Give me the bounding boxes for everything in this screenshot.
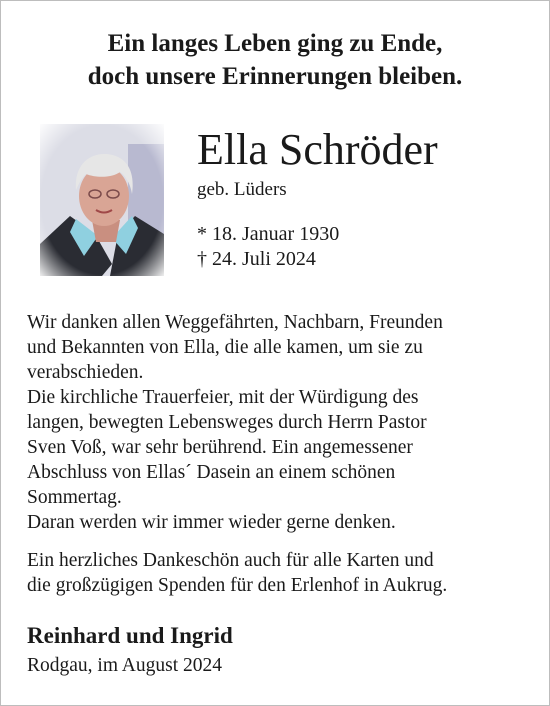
text-line: Daran werden wir immer wieder gerne denken. <box>27 512 396 533</box>
text-line: Die kirchliche Trauerfeier, mit der Würdigung des <box>27 387 419 408</box>
text-line: die großzügigen Spenden für den Erlenhof in Aukrug. <box>27 575 448 596</box>
life-dates <box>197 222 339 272</box>
place-date: Rodgau, im August 2024 <box>27 655 223 676</box>
portrait-photo <box>40 124 164 276</box>
paragraph-funeral <box>27 385 527 535</box>
text-line: Abschluss von Ellas´ Dasein an einem schönen <box>27 462 396 483</box>
text-line: Wir danken allen Weggefährten, Nachbarn, Freunden <box>27 312 443 333</box>
paragraph-thanks <box>27 310 527 385</box>
text-line: langen, bewegten Lebensweges durch Herrn Pastor <box>27 412 427 433</box>
birth-date: * 18. Januar 1930 <box>197 223 340 245</box>
signer-names: Reinhard und Ingrid <box>27 623 233 648</box>
obituary-text <box>27 310 527 598</box>
death-date: † 24. Juli 2024 <box>197 248 316 270</box>
text-line: Sommertag. <box>27 487 122 508</box>
headline-line-1: Ein langes Leben ging zu Ende, <box>107 30 443 57</box>
text-line: Sven Voß, war sehr berührend. Ein angemessener <box>27 437 413 458</box>
paragraph-donations <box>27 548 527 598</box>
text-line: und Bekannten von Ella, die alle kamen, um sie zu <box>27 337 423 358</box>
headline-line-2: doch unsere Erinnerungen bleiben. <box>87 63 463 90</box>
deceased-name: Ella Schröder <box>197 125 438 174</box>
text-line: Ein herzliches Dankeschön auch für alle Karten und <box>27 550 434 571</box>
portrait-photo-icon <box>40 124 164 276</box>
text-line: verabschieden. <box>27 362 144 383</box>
headline <box>1 27 549 93</box>
maiden-name: geb. Lüders <box>197 179 287 200</box>
